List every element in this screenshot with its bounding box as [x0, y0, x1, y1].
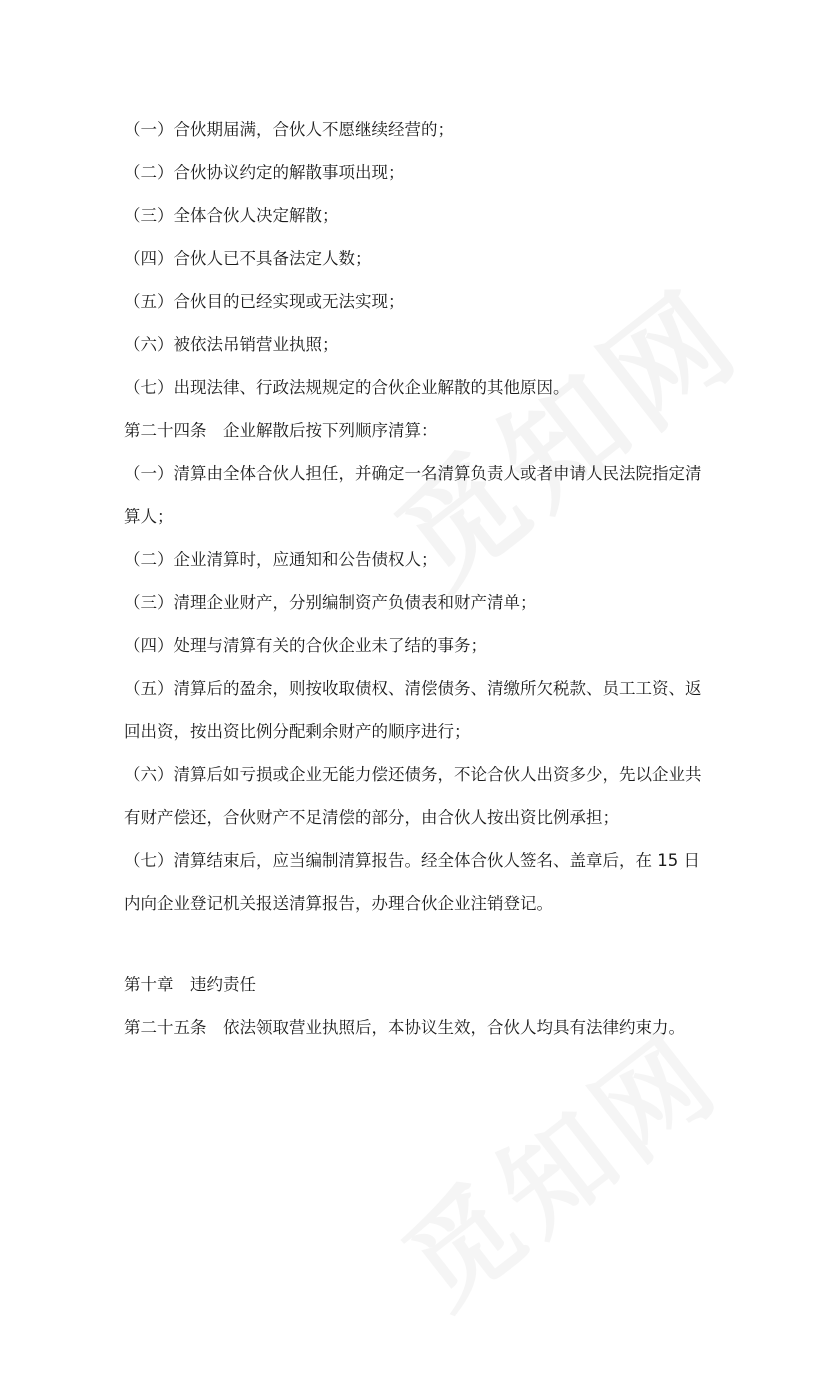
list-item-liquidation-1: （一）清算由全体合伙人担任，并确定一名清算负责人或者申请人民法院指定清: [124, 464, 702, 483]
list-item-liquidation-3: （三）清理企业财产，分别编制资产负债表和财产清单；: [124, 593, 537, 612]
list-item-liquidation-2: （二）企业清算时，应通知和公告债权人；: [124, 550, 438, 569]
list-item-liquidation-7: （七）清算结束后，应当编制清算报告。经全体合伙人签名、盖章后，在 15 日: [124, 851, 700, 870]
list-item-liquidation-6-cont: 有财产偿还，合伙财产不足清偿的部分，由合伙人按出资比例承担；: [124, 808, 619, 827]
list-item-liquidation-5-cont: 回出资，按出资比例分配剩余财产的顺序进行；: [124, 722, 471, 741]
list-item-dissolution-2: （二）合伙协议约定的解散事项出现；: [124, 163, 405, 182]
section-gap: [124, 925, 716, 963]
document-body: [124, 108, 716, 1049]
list-item-liquidation-6: （六）清算后如亏损或企业无能力偿还债务，不论合伙人出资多少，先以企业共: [124, 765, 702, 784]
list-item-dissolution-3: （三）全体合伙人决定解散；: [124, 206, 339, 225]
article-25-text: 第二十五条 依法领取营业执照后，本协议生效，合伙人均具有法律约束力。: [124, 1018, 685, 1037]
list-item-liquidation-5: （五）清算后的盈余，则按收取债权、清偿债务、清缴所欠税款、员工工资、返: [124, 679, 702, 698]
list-item-dissolution-6: （六）被依法吊销营业执照；: [124, 335, 339, 354]
list-item-dissolution-7: （七）出现法律、行政法规规定的合伙企业解散的其他原因。: [124, 378, 570, 397]
chapter-10-title: 第十章 违约责任: [124, 975, 256, 994]
list-item-liquidation-4: （四）处理与清算有关的合伙企业未了结的事务；: [124, 636, 487, 655]
list-item-dissolution-5: （五）合伙目的已经实现或无法实现；: [124, 292, 405, 311]
article-24-heading: 第二十四条 企业解散后按下列顺序清算：: [124, 421, 438, 440]
list-item-dissolution-1: （一）合伙期届满，合伙人不愿继续经营的；: [124, 120, 454, 139]
list-item-liquidation-1-cont: 算人；: [124, 507, 174, 526]
list-item-liquidation-7-cont: 内向企业登记机关报送清算报告，办理合伙企业注销登记。: [124, 894, 553, 913]
list-item-dissolution-4: （四）合伙人已不具备法定人数；: [124, 249, 372, 268]
